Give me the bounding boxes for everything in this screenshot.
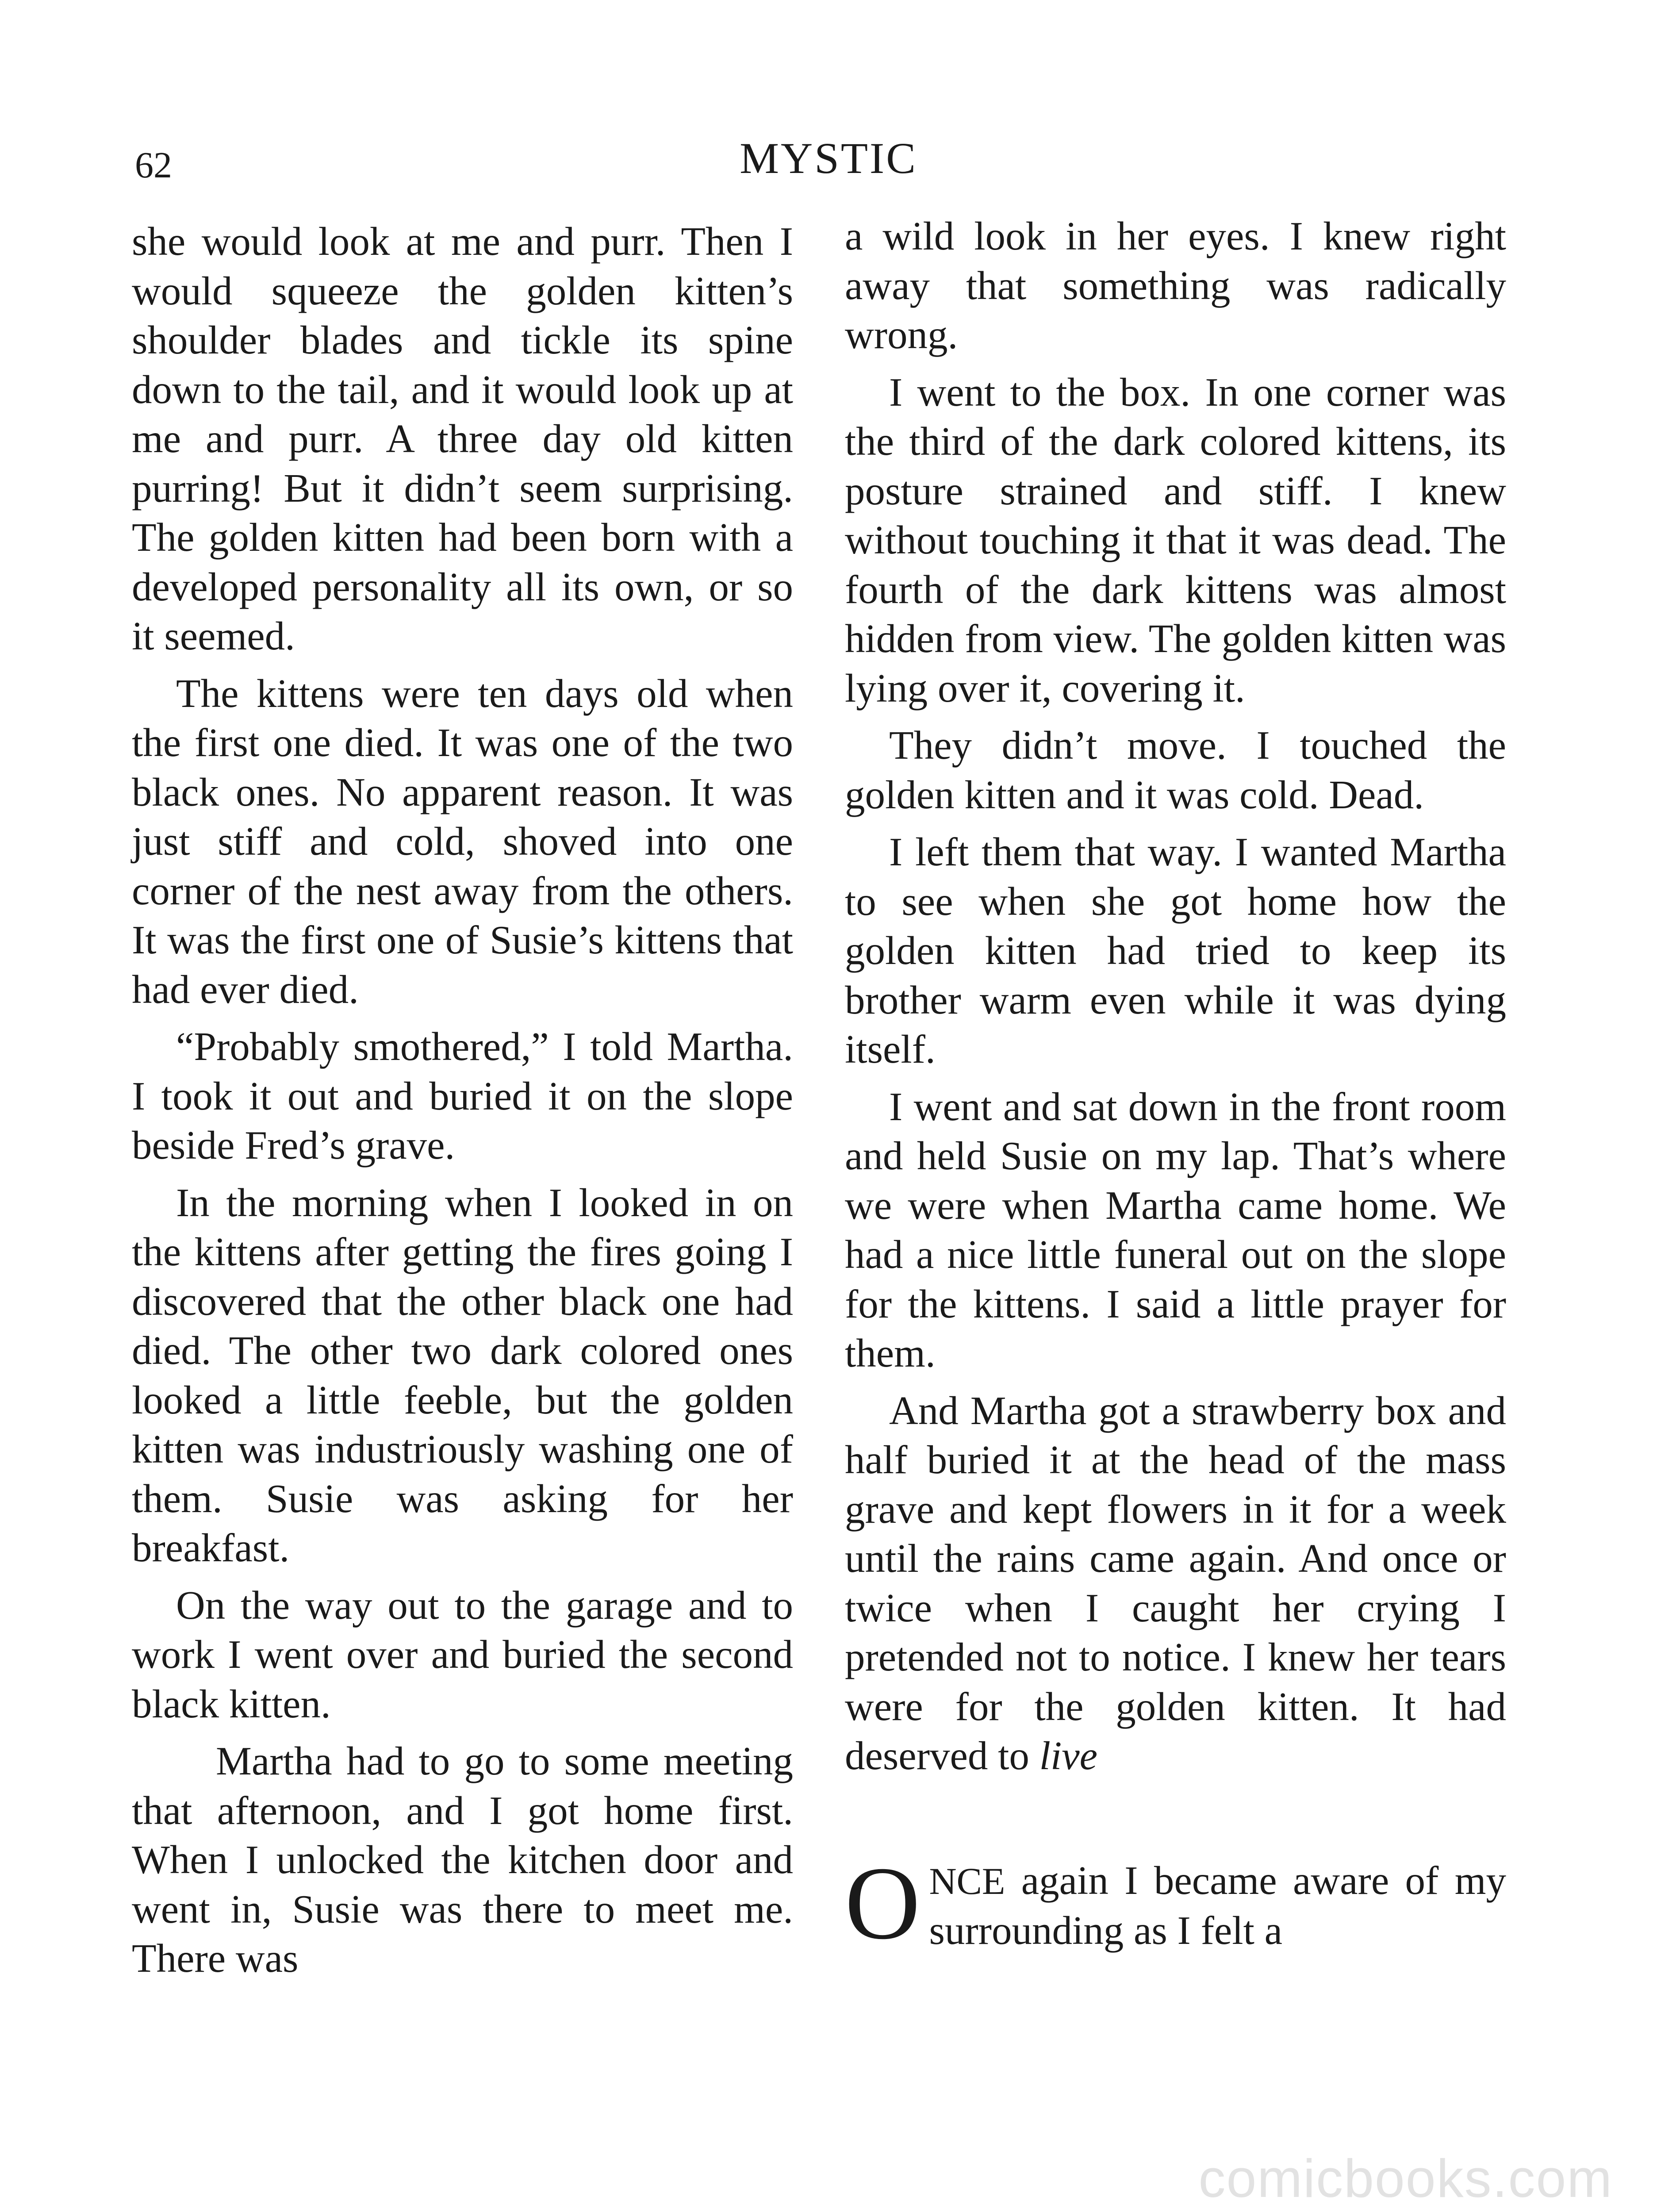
page-number: 62 bbox=[135, 145, 172, 186]
paragraph: They didn’t move. I touched the golden kitten and it was cold. Dead. bbox=[845, 723, 1506, 817]
paragraph: In the morning when I looked in on the kittens after getting the fires going I discovered that the other black one had died. The other two dark colored ones looked a little feeble, but the golden kitten was industriously washing one of them. Susie was asking for her breakfast. bbox=[132, 1180, 793, 1570]
running-head: MYSTIC bbox=[740, 134, 917, 183]
section-opening-paragraph bbox=[845, 1845, 1506, 1961]
paragraph: I left them that way. I wanted Martha to see when she got home how the golden kitten had tried to keep its brother warm even while it was dying itself. bbox=[845, 830, 1506, 1071]
paragraph-text: And Martha got a strawberry box and half buried it at the head of the mass grave and kept flowers in it for a week until the rains came again. And once or twice when I caught her crying I pretended not to notice. I knew her tears were for the golden kitten. It had deserved to bbox=[845, 1388, 1506, 1778]
left-column bbox=[132, 217, 793, 1991]
italic-word: live bbox=[1039, 1733, 1098, 1778]
paragraph: On the way out to the garage and to work I went over and buried the second black kitten. bbox=[132, 1582, 793, 1726]
drop-cap: O bbox=[845, 1845, 921, 1961]
paragraph: a wild look in her eyes. I knew right away that something was radically wrong. bbox=[845, 214, 1506, 357]
paragraph: Martha had to go to some meeting that afternoon, and I got home first. When I unlocked the kitchen door and went in, Susie was there to meet me. There was bbox=[132, 1739, 793, 1981]
small-caps-text: NCE bbox=[929, 1859, 1005, 1902]
paragraph: “Probably smothered,” I told Martha. I took it out and buried it on the slope beside Fred’s grave. bbox=[132, 1024, 793, 1167]
paragraph bbox=[845, 1386, 1506, 1781]
paragraph: The kittens were ten days old when the first one died. It was one of the two black ones. No apparent reason. It was just stiff and cold, shoved into one corner of the nest away from the others. It was the first one of Susie’s kittens that had ever died. bbox=[132, 671, 793, 1012]
watermark: comicbooks.com bbox=[1198, 2148, 1613, 2208]
paragraph: she would look at me and purr. Then I would squeeze the golden kitten’s shoulder blades and tickle its spine down to the tail, and it would look up at me and purr. A three day old kitten purring! But it didn’t seem surprising. The golden kitten had been born with a developed personality all its own, or so it seemed. bbox=[132, 219, 793, 658]
paragraph-text: again I became aware of my surrounding as I felt a bbox=[929, 1858, 1506, 1953]
paragraph: I went to the box. In one corner was the third of the dark colored kittens, its posture strained and stiff. I knew without touching it that it was dead. The fourth of the dark kittens was almost hidden from view. The golden kitten was lying over it, covering it. bbox=[845, 369, 1506, 710]
paragraph: I went and sat down in the front room and held Susie on my lap. That’s where we were when Martha came home. We had a nice little funeral out on the slope for the kittens. I said a little prayer for them. bbox=[845, 1084, 1506, 1375]
right-column bbox=[845, 211, 1506, 1963]
